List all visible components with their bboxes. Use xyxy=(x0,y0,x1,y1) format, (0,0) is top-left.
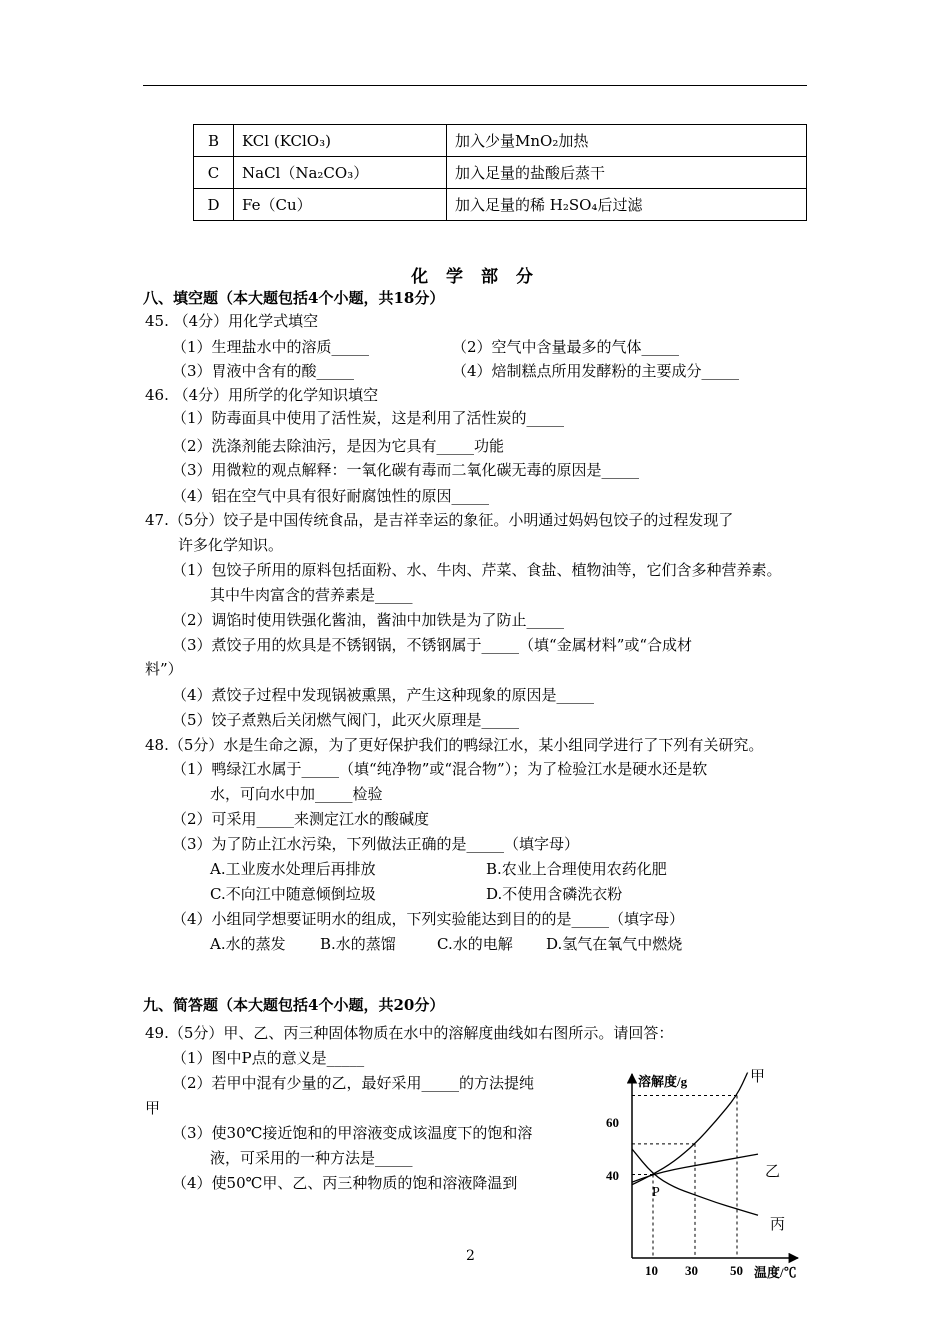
options-table xyxy=(193,124,807,221)
y-tick-40: 40 xyxy=(606,1168,619,1183)
option-48-4-c: C.水的电解 xyxy=(437,935,513,953)
question-46-1: （1）防毒面具中使用了活性炭，这是利用了活性炭的_____ xyxy=(172,409,565,427)
section-9-heading: 九、简答题（本大题包括4个小题，共20分） xyxy=(143,996,445,1014)
x-axis-label: 温度/℃ xyxy=(754,1265,797,1280)
question-47: 47.（5分）饺子是中国传统食品，是吉祥幸运的象征。小明通过妈妈包饺子的过程发现了 xyxy=(145,511,734,529)
question-46-4: （4）铝在空气中具有很好耐腐蚀性的原因_____ xyxy=(172,487,490,505)
point-p-label: P xyxy=(652,1185,660,1200)
page-number: 2 xyxy=(466,1248,475,1264)
row-substance: NaCl（Na₂CO₃） xyxy=(234,157,447,189)
question-46-3: （3）用微粒的观点解释：一氧化碳有毒而二氧化碳无毒的原因是_____ xyxy=(172,461,640,479)
question-45-3: （3）胃液中含有的酸_____ xyxy=(172,362,355,380)
row-label: C xyxy=(194,157,234,189)
question-49-2-cont: 甲 xyxy=(145,1099,161,1117)
question-47-3-cont: 料”） xyxy=(145,660,183,678)
option-48-3-b: B.农业上合理使用农药化肥 xyxy=(486,860,667,878)
row-substance: KCl (KClO₃) xyxy=(234,125,447,157)
series-label-yi: 乙 xyxy=(765,1164,781,1180)
question-45-4: （4）焙制糕点所用发酵粉的主要成分_____ xyxy=(452,362,740,380)
series-label-jia: 甲 xyxy=(750,1069,766,1085)
question-45-1: （1）生理盐水中的溶质_____ xyxy=(172,338,370,356)
question-49-3: （3）使30℃接近饱和的甲溶液变成该温度下的饱和溶 xyxy=(172,1124,533,1142)
question-45: 45. （4分）用化学式填空 xyxy=(145,312,319,330)
option-48-4-b: B.水的蒸馏 xyxy=(320,935,396,953)
row-method: 加入足量的稀 H₂SO₄后过滤 xyxy=(447,189,807,221)
question-49-2: （2）若甲中混有少量的乙，最好采用_____的方法提纯 xyxy=(172,1074,535,1092)
question-47-1-cont: 其中牛肉富含的营养素是_____ xyxy=(210,586,413,604)
question-49-3-cont: 液，可采用的一种方法是_____ xyxy=(210,1149,413,1167)
question-48-1: （1）鸭绿江水属于_____（填“纯净物”或“混合物”）；为了检验江水是硬水还是软 xyxy=(172,760,708,778)
question-49: 49.（5分）甲、乙、丙三种固体物质在水中的溶解度曲线如右图所示。请回答： xyxy=(145,1024,674,1042)
question-48-3: （3）为了防止江水污染，下列做法正确的是_____（填字母） xyxy=(172,835,580,853)
section-8-heading: 八、填空题（本大题包括4个小题，共18分） xyxy=(143,289,445,307)
x-tick-50: 50 xyxy=(730,1263,743,1278)
option-48-3-a: A.工业废水处理后再排放 xyxy=(210,860,376,878)
question-46-2: （2）洗涤剂能去除油污，是因为它具有_____功能 xyxy=(172,437,505,455)
option-48-3-c: C.不向江中随意倾倒垃圾 xyxy=(210,885,376,903)
question-48: 48.（5分）水是生命之源，为了更好保护我们的鸭绿江水，某小组同学进行了下列有关研究。 xyxy=(145,736,764,754)
question-45-2: （2）空气中含量最多的气体_____ xyxy=(452,338,680,356)
x-tick-10: 10 xyxy=(645,1263,658,1278)
question-46: 46. （4分）用所学的化学知识填空 xyxy=(145,386,379,404)
question-48-1-cont: 水，可向水中加_____检验 xyxy=(210,785,383,803)
header-rule xyxy=(143,85,807,86)
question-47-2: （2）调馅时使用铁强化酱油，酱油中加铁是为了防止_____ xyxy=(172,611,565,629)
question-49-4: （4）使50℃甲、乙、丙三种物质的饱和溶液降温到 xyxy=(172,1174,518,1192)
row-label: D xyxy=(194,189,234,221)
question-47-3: （3）煮饺子用的炊具是不锈钢锅，不锈钢属于_____（填“金属材料”或“合成材 xyxy=(172,636,693,654)
y-tick-60: 60 xyxy=(606,1115,619,1130)
question-49-1: （1）图中P点的意义是_____ xyxy=(172,1049,365,1067)
table-row xyxy=(194,125,807,157)
series-label-bing: 丙 xyxy=(770,1217,786,1233)
y-axis-label: 溶解度/g xyxy=(638,1074,688,1089)
solubility-chart xyxy=(598,1060,812,1282)
curve-0 xyxy=(632,1073,748,1185)
row-method: 加入少量MnO₂加热 xyxy=(447,125,807,157)
question-47-cont: 许多化学知识。 xyxy=(178,536,284,554)
question-48-4: （4）小组同学想要证明水的组成，下列实验能达到目的的是_____（填字母） xyxy=(172,910,685,928)
question-47-1: （1）包饺子所用的原料包括面粉、水、牛肉、芹菜、食盐、植物油等，它们含多种营养素。 xyxy=(172,561,782,579)
question-48-2: （2）可采用_____来测定江水的酸碱度 xyxy=(172,810,430,828)
row-method: 加入足量的盐酸后蒸干 xyxy=(447,157,807,189)
row-label: B xyxy=(194,125,234,157)
x-tick-30: 30 xyxy=(685,1263,698,1278)
table-row xyxy=(194,157,807,189)
section-title: 化 学 部 分 xyxy=(411,267,539,287)
option-48-3-d: D.不使用含磷洗衣粉 xyxy=(486,885,623,903)
option-48-4-d: D.氢气在氧气中燃烧 xyxy=(546,935,683,953)
question-47-4: （4）煮饺子过程中发现锅被熏黑，产生这种现象的原因是_____ xyxy=(172,686,595,704)
question-47-5: （5）饺子煮熟后关闭燃气阀门，此灭火原理是_____ xyxy=(172,711,520,729)
row-substance: Fe（Cu） xyxy=(234,189,447,221)
table-row xyxy=(194,189,807,221)
option-48-4-a: A.水的蒸发 xyxy=(210,935,286,953)
